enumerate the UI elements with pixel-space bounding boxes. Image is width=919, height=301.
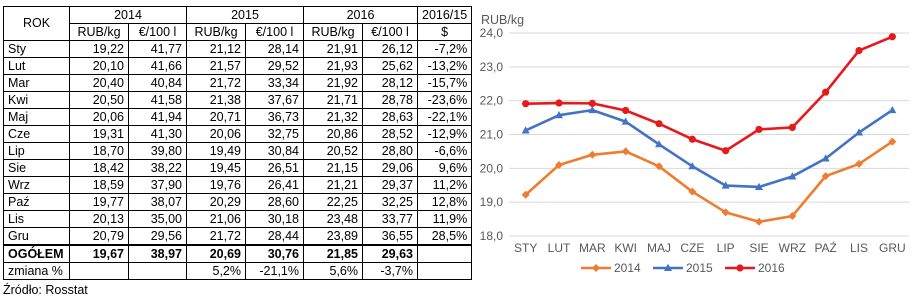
y-tick-label: 24,0: [479, 26, 503, 40]
cell-ch: -23,6%: [418, 92, 472, 109]
x-tick-label: GRU: [878, 241, 906, 255]
cell-m: Wrz: [4, 177, 70, 194]
cell-e14: [129, 263, 187, 280]
cell-m: Gru: [4, 228, 70, 246]
cell-r14: 20,79: [70, 228, 129, 246]
cell-e16: 26,12: [363, 41, 418, 58]
legend-marker-2016: [736, 264, 743, 271]
unit-eur-2015: €/100 l: [246, 24, 304, 41]
x-tick-label: PAŹ: [814, 241, 837, 255]
year-header-2015: 2015: [187, 7, 304, 24]
cell-e15: 28,44: [246, 228, 304, 246]
cell-e15: 30,18: [246, 211, 304, 228]
y-tick-label: 18,0: [479, 229, 503, 243]
cell-m: Sie: [4, 160, 70, 177]
unit-rub-2014: RUB/kg: [70, 24, 129, 41]
table-row: [4, 177, 472, 194]
cell-e16: 36,55: [363, 228, 418, 246]
y-tick-label: 22,0: [479, 93, 503, 108]
cell-e14: 38,07: [129, 194, 187, 211]
cell-r15: 19,76: [187, 177, 246, 194]
unit-eur-2016: €/100 l: [363, 24, 418, 41]
cell-e16: 29,63: [363, 245, 418, 263]
cell-ch: 9,6%: [418, 160, 472, 177]
cell-e16: 25,62: [363, 58, 418, 75]
data-point-2016: [855, 47, 862, 54]
cell-e14: 41,58: [129, 92, 187, 109]
cell-r15: 19,49: [187, 143, 246, 160]
x-tick-label: SIE: [749, 241, 769, 255]
cell-e14: 38,22: [129, 160, 187, 177]
series-line-2014: [526, 142, 893, 222]
cell-ch: -22,1%: [418, 109, 472, 126]
cell-e16: 28,63: [363, 109, 418, 126]
table-row: [4, 143, 472, 160]
data-point-2014: [588, 151, 596, 159]
cell-m: Sty: [4, 41, 70, 58]
cell-r16: 21,85: [304, 245, 363, 263]
cell-r14: 19,67: [70, 245, 129, 263]
cell-r16: 21,92: [304, 75, 363, 92]
cell-r16: 21,91: [304, 41, 363, 58]
cell-r14: 20,50: [70, 92, 129, 109]
data-point-2016: [722, 147, 729, 154]
cell-e15: 30,84: [246, 143, 304, 160]
cell-r14: 19,31: [70, 126, 129, 143]
legend-label-2015: 2015: [686, 261, 713, 275]
year-header-2014: 2014: [70, 7, 187, 24]
table-row: [4, 109, 472, 126]
data-point-2016: [889, 33, 896, 40]
cell-r14: 20,40: [70, 75, 129, 92]
table-row: [4, 211, 472, 228]
cell-ch: 11,2%: [418, 177, 472, 194]
data-point-2016: [689, 136, 696, 143]
cell-ch: -13,2%: [418, 58, 472, 75]
cell-m: Paź: [4, 194, 70, 211]
cell-e15: 26,51: [246, 160, 304, 177]
y-axis-label: RUB/kg: [481, 13, 525, 27]
cell-e14: 41,77: [129, 41, 187, 58]
cell-r16: 22,25: [304, 194, 363, 211]
cell-r15: 19,45: [187, 160, 246, 177]
cell-e14: 40,84: [129, 75, 187, 92]
cell-r15: 21,72: [187, 75, 246, 92]
cell-r14: 18,70: [70, 143, 129, 160]
cell-ch: -7,2%: [418, 41, 472, 58]
y-tick-label: 23,0: [479, 59, 503, 74]
price-table: [3, 6, 472, 280]
cell-e16: 33,77: [363, 211, 418, 228]
x-tick-label: LUT: [547, 241, 571, 255]
data-point-2016: [822, 89, 829, 96]
cell-e16: 28,80: [363, 143, 418, 160]
cell-r15: 20,06: [187, 126, 246, 143]
cell-r16: 21,32: [304, 109, 363, 126]
cell-m: zmiana %: [4, 263, 70, 280]
cell-e15: 28,60: [246, 194, 304, 211]
cell-e16: 28,78: [363, 92, 418, 109]
data-point-2016: [755, 126, 762, 133]
cell-r15: 21,72: [187, 228, 246, 246]
table-row: [4, 92, 472, 109]
cell-e15: 30,76: [246, 245, 304, 263]
cell-r16: 20,52: [304, 143, 363, 160]
cell-e14: 41,30: [129, 126, 187, 143]
cell-e15: 28,14: [246, 41, 304, 58]
cell-r14: 20,10: [70, 58, 129, 75]
cell-r14: 20,13: [70, 211, 129, 228]
table-row: [4, 58, 472, 75]
change-row: [4, 263, 472, 280]
cell-r14: 19,77: [70, 194, 129, 211]
x-tick-label: LIP: [716, 241, 735, 255]
cell-e15: 37,67: [246, 92, 304, 109]
cell-e14: 29,56: [129, 228, 187, 246]
price-chart: [463, 0, 919, 301]
y-tick-label: 20,0: [479, 161, 503, 176]
data-point-2016: [555, 99, 562, 106]
data-point-2016: [522, 100, 529, 107]
cell-e14: 39,80: [129, 143, 187, 160]
cell-m: Kwi: [4, 92, 70, 109]
data-point-2014: [622, 147, 630, 155]
x-tick-label: MAR: [578, 241, 606, 255]
cell-m: Cze: [4, 126, 70, 143]
unit-eur-2014: €/100 l: [129, 24, 187, 41]
x-tick-label: LIS: [849, 241, 869, 255]
cell-ch: 12,8%: [418, 194, 472, 211]
data-point-2016: [655, 120, 662, 127]
y-tick-label: 19,0: [479, 195, 503, 210]
x-tick-label: KWI: [614, 241, 638, 255]
data-point-2015: [888, 106, 896, 113]
rok-header: ROK: [4, 7, 70, 41]
table-row: [4, 41, 472, 58]
cell-ch: 28,5%: [418, 228, 472, 246]
cell-m: Mar: [4, 75, 70, 92]
cell-e16: 28,52: [363, 126, 418, 143]
cell-e14: 38,97: [129, 245, 187, 263]
cell-r14: 19,22: [70, 41, 129, 58]
source-note: Źródło: Rosstat: [3, 283, 88, 297]
cell-e15: 33,34: [246, 75, 304, 92]
cell-ch: -12,9%: [418, 126, 472, 143]
cell-r16: 23,89: [304, 228, 363, 246]
change-header-bottom: $: [418, 24, 472, 41]
cell-e15: 26,41: [246, 177, 304, 194]
cell-r16: 23,48: [304, 211, 363, 228]
cell-ch: -6,6%: [418, 143, 472, 160]
legend-marker-2014: [592, 264, 600, 272]
cell-r15: 20,69: [187, 245, 246, 263]
data-point-2016: [589, 100, 596, 107]
cell-r14: 20,06: [70, 109, 129, 126]
cell-r15: 20,29: [187, 194, 246, 211]
total-row: [4, 245, 472, 263]
cell-r14: 18,42: [70, 160, 129, 177]
cell-m: OGÓŁEM: [4, 245, 70, 263]
cell-e16: 28,12: [363, 75, 418, 92]
cell-r15: 21,12: [187, 41, 246, 58]
legend-label-2016: 2016: [758, 261, 785, 275]
table-row: [4, 160, 472, 177]
cell-r15: 21,06: [187, 211, 246, 228]
cell-e14: 41,66: [129, 58, 187, 75]
cell-e14: 37,90: [129, 177, 187, 194]
cell-m: Maj: [4, 109, 70, 126]
cell-r16: 21,71: [304, 92, 363, 109]
cell-e16: 29,37: [363, 177, 418, 194]
cell-ch: 11,9%: [418, 211, 472, 228]
cell-r16: 20,86: [304, 126, 363, 143]
cell-r15: 5,2%: [187, 263, 246, 280]
cell-e14: 35,00: [129, 211, 187, 228]
x-tick-label: CZE: [680, 241, 705, 255]
unit-rub-2015: RUB/kg: [187, 24, 246, 41]
cell-e16: 32,25: [363, 194, 418, 211]
legend-label-2014: 2014: [614, 261, 641, 275]
data-point-2014: [755, 218, 763, 226]
cell-r14: [70, 263, 129, 280]
change-header-top: 2016/15: [418, 7, 472, 24]
cell-r16: 21,93: [304, 58, 363, 75]
y-tick-label: 21,0: [479, 127, 503, 142]
cell-r16: 21,15: [304, 160, 363, 177]
unit-rub-2016: RUB/kg: [304, 24, 363, 41]
cell-r14: 18,59: [70, 177, 129, 194]
x-tick-label: STY: [513, 241, 538, 255]
cell-m: Lip: [4, 143, 70, 160]
cell-r16: 5,6%: [304, 263, 363, 280]
cell-e15: 32,75: [246, 126, 304, 143]
cell-e15: -21,1%: [246, 263, 304, 280]
cell-e14: 41,94: [129, 109, 187, 126]
x-tick-label: WRZ: [778, 241, 806, 255]
series-line-2016: [526, 37, 893, 151]
cell-m: Lis: [4, 211, 70, 228]
x-tick-label: MAJ: [647, 241, 671, 255]
data-point-2016: [622, 107, 629, 114]
cell-e16: -3,7%: [363, 263, 418, 280]
cell-e16: 29,06: [363, 160, 418, 177]
table-row: [4, 126, 472, 143]
table-row: [4, 194, 472, 211]
cell-r15: 21,57: [187, 58, 246, 75]
cell-r15: 20,71: [187, 109, 246, 126]
data-point-2016: [789, 124, 796, 131]
cell-r16: 21,21: [304, 177, 363, 194]
cell-r15: 21,38: [187, 92, 246, 109]
cell-ch: -15,7%: [418, 75, 472, 92]
table-row: [4, 75, 472, 92]
cell-e15: 36,73: [246, 109, 304, 126]
year-header-2016: 2016: [304, 7, 418, 24]
cell-m: Lut: [4, 58, 70, 75]
table-row: [4, 228, 472, 246]
cell-e15: 29,52: [246, 58, 304, 75]
series-line-2015: [526, 110, 893, 187]
